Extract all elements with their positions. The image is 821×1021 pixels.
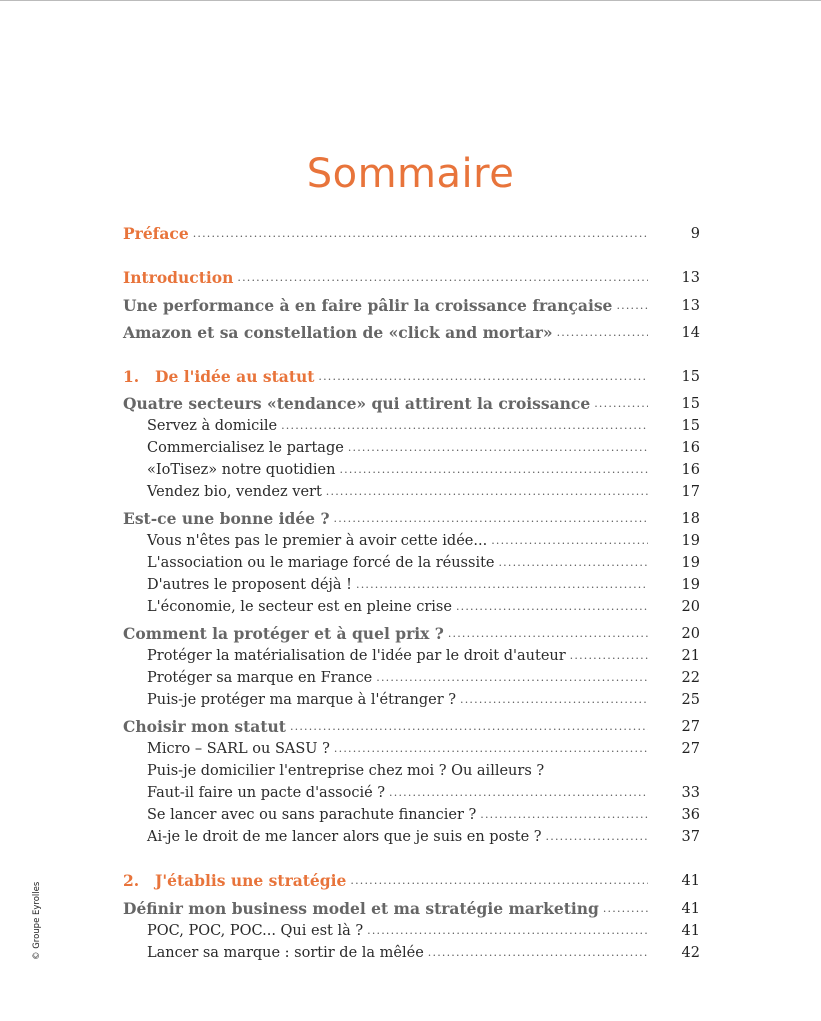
toc-entry-text: Protéger la matérialisation de l'idée par le droit d'auteur: [147, 648, 566, 664]
leader-dots: [339, 459, 648, 481]
toc-entry-text: Se lancer avec ou sans parachute financier ?: [147, 807, 477, 823]
toc-entry-label: [147, 689, 456, 711]
toc-entry-label: [147, 574, 352, 596]
toc-section-entry: [0, 623, 821, 645]
toc-subentry: [0, 804, 821, 826]
toc-entry-label: [123, 898, 599, 920]
toc-entry-label: [123, 393, 590, 415]
toc-page-number: 25: [681, 692, 700, 708]
toc-entry-label: [123, 322, 553, 344]
toc-page-number: 16: [681, 462, 700, 478]
toc-chapter-entry: [0, 366, 821, 388]
toc-subentry: [0, 738, 821, 760]
leader-dots: [448, 623, 648, 645]
toc-entry-label: [123, 267, 233, 289]
toc-entry-label: [147, 459, 335, 481]
toc-page-number: 13: [681, 270, 700, 286]
toc-subentry: [0, 942, 821, 964]
toc-subentry: [0, 689, 821, 711]
leader-dots: [350, 870, 648, 892]
leader-dots: [557, 322, 648, 344]
toc-entry-text: Comment la protéger et à quel prix ?: [123, 624, 444, 643]
toc-entry-text: J'établis une stratégie: [155, 871, 347, 890]
toc-entry-text: Faut-il faire un pacte d'associé ?: [147, 785, 386, 801]
leader-dots: [318, 366, 648, 388]
toc-entry-text: Préface: [123, 224, 189, 243]
toc-chapter-entry: [0, 267, 821, 289]
toc-entry-text: L'association ou le mariage forcé de la réussite: [147, 555, 495, 571]
toc-page-number: 27: [681, 741, 700, 757]
chapter-number: 2.: [123, 871, 140, 890]
toc-page-number: 15: [681, 396, 700, 412]
toc-page-number: 36: [681, 807, 700, 823]
toc-section-entry: [0, 295, 821, 317]
toc-subentry: [0, 415, 821, 437]
toc-chapter-entry: [0, 223, 821, 245]
leader-dots: [367, 920, 648, 942]
page-title: Sommaire: [306, 150, 515, 197]
leader-dots: [456, 596, 648, 618]
toc-entry-label: [147, 645, 566, 667]
toc-entry-text: POC, POC, POC... Qui est là ?: [147, 923, 364, 939]
toc-entry-text: Quatre secteurs «tendance» qui attirent la croissance: [123, 394, 591, 413]
toc-entry-label: [123, 716, 286, 738]
leader-dots: [491, 530, 648, 552]
leader-dots: [376, 667, 648, 689]
toc-entry-label: [147, 530, 487, 552]
leader-dots: [334, 508, 648, 530]
toc-subentry: [0, 437, 821, 459]
toc-entry-text: Vous n'êtes pas le premier à avoir cette idée...: [147, 533, 488, 549]
leader-dots: [389, 782, 648, 804]
toc-page-number: 16: [681, 440, 700, 456]
toc-entry-text: Amazon et sa constellation de «click and mortar»: [123, 323, 553, 342]
toc-page-number: 41: [681, 901, 700, 917]
toc-entry-label: [147, 596, 452, 618]
leader-dots: [594, 393, 648, 415]
toc-subentry: [0, 667, 821, 689]
toc-subentry: [0, 826, 821, 848]
toc-entry-text: Est-ce une bonne idée ?: [123, 509, 330, 528]
toc-section-entry: [0, 898, 821, 920]
leader-dots: [603, 898, 648, 920]
toc-entry-text: Définir mon business model et ma stratégie marketing: [123, 899, 599, 918]
toc-entry-text: De l'idée au statut: [155, 367, 315, 386]
toc-entry-text: Introduction: [123, 268, 234, 287]
toc-subentry: [0, 481, 821, 503]
toc-page-number: 15: [681, 369, 700, 385]
toc-section-entry: [0, 508, 821, 530]
toc-page-number: 37: [681, 829, 700, 845]
toc-page-number: 9: [690, 226, 700, 242]
toc-entry-label: [147, 942, 424, 964]
toc-page-number: 20: [681, 599, 700, 615]
toc-page-number: 27: [681, 719, 700, 735]
toc-entry-label: [147, 437, 344, 459]
toc-page-number: 18: [681, 511, 700, 527]
toc-entry-text: L'économie, le secteur est en pleine crise: [147, 599, 452, 615]
toc-subentry: [0, 760, 821, 782]
toc-entry-label: [147, 481, 322, 503]
chapter-number: 1.: [123, 367, 140, 386]
copyright-notice: © Groupe Eyrolles: [32, 881, 42, 960]
toc-entry-text: Puis-je protéger ma marque à l'étranger ?: [147, 692, 457, 708]
toc-entry-text: Une performance à en faire pâlir la croissance française: [123, 296, 613, 315]
toc-subentry: [0, 459, 821, 481]
leader-dots: [616, 295, 648, 317]
leader-dots: [546, 826, 648, 848]
toc-subentry: [0, 645, 821, 667]
toc-entry-label: [147, 920, 363, 942]
toc-entry-label: [147, 738, 330, 760]
leader-dots: [326, 481, 648, 503]
toc-page-number: 42: [681, 945, 700, 961]
toc-entry-label: [123, 223, 189, 245]
toc-entry-text: Protéger sa marque en France: [147, 670, 373, 686]
toc-subentry: [0, 530, 821, 552]
toc-entry-text: Puis-je domicilier l'entreprise chez moi ? Ou ailleurs ?: [147, 763, 545, 779]
toc-entry-label: [147, 826, 542, 848]
toc-subentry: [0, 782, 821, 804]
toc-page-number: 17: [681, 484, 700, 500]
toc-entry-text: «IoTisez» notre quotidien: [147, 462, 336, 478]
toc-page-number: 19: [681, 533, 700, 549]
toc-page-number: 15: [681, 418, 700, 434]
toc-page-number: 41: [681, 923, 700, 939]
toc-entry-label: [147, 667, 372, 689]
toc-chapter-entry: [0, 870, 821, 892]
leader-dots: [290, 716, 648, 738]
leader-dots: [356, 574, 648, 596]
toc-entry-label: [147, 552, 494, 574]
toc-entry-label: [147, 415, 277, 437]
toc-entry-text: Micro – SARL ou SASU ?: [147, 741, 330, 757]
toc-entry-label: [123, 623, 444, 645]
leader-dots: [428, 942, 648, 964]
toc-page-number: 21: [681, 648, 700, 664]
toc-entry-text: Vendez bio, vendez vert: [147, 484, 322, 500]
toc-entry-label: [123, 366, 314, 388]
toc-section-entry: [0, 393, 821, 415]
toc-page-number: 13: [681, 298, 700, 314]
toc-page-number: 20: [681, 626, 700, 642]
toc-page-number: 19: [681, 555, 700, 571]
leader-dots: [348, 437, 648, 459]
toc-entry-label: [147, 760, 544, 782]
leader-dots: [334, 738, 648, 760]
toc-entry-label: [147, 804, 476, 826]
toc-page-number: 33: [681, 785, 700, 801]
toc-entry-text: Lancer sa marque : sortir de la mêlée: [147, 945, 424, 961]
leader-dots: [237, 267, 648, 289]
toc-entry-label: [123, 870, 346, 892]
leader-dots: [193, 223, 648, 245]
toc-subentry: [0, 552, 821, 574]
leader-dots: [498, 552, 648, 574]
toc-entry-label: [123, 508, 330, 530]
toc-subentry: [0, 574, 821, 596]
leader-dots: [570, 645, 648, 667]
toc-section-entry: [0, 322, 821, 344]
toc-entry-text: Ai-je le droit de me lancer alors que je suis en poste ?: [147, 829, 542, 845]
toc-page-number: 22: [681, 670, 700, 686]
leader-dots: [281, 415, 648, 437]
leader-dots: [480, 804, 648, 826]
toc-section-entry: [0, 716, 821, 738]
toc-entry-label: [147, 782, 385, 804]
toc-entry-label: [123, 295, 612, 317]
toc-subentry: [0, 920, 821, 942]
toc-entry-text: D'autres le proposent déjà !: [147, 577, 353, 593]
toc-entry-text: Servez à domicile: [147, 418, 278, 434]
toc-entry-text: Choisir mon statut: [123, 717, 286, 736]
toc-page-number: 41: [681, 873, 700, 889]
toc-entry-text: Commercialisez le partage: [147, 440, 344, 456]
toc-page-number: 19: [681, 577, 700, 593]
toc-subentry: [0, 596, 821, 618]
leader-dots: [460, 689, 648, 711]
toc-page-number: 14: [681, 325, 700, 341]
